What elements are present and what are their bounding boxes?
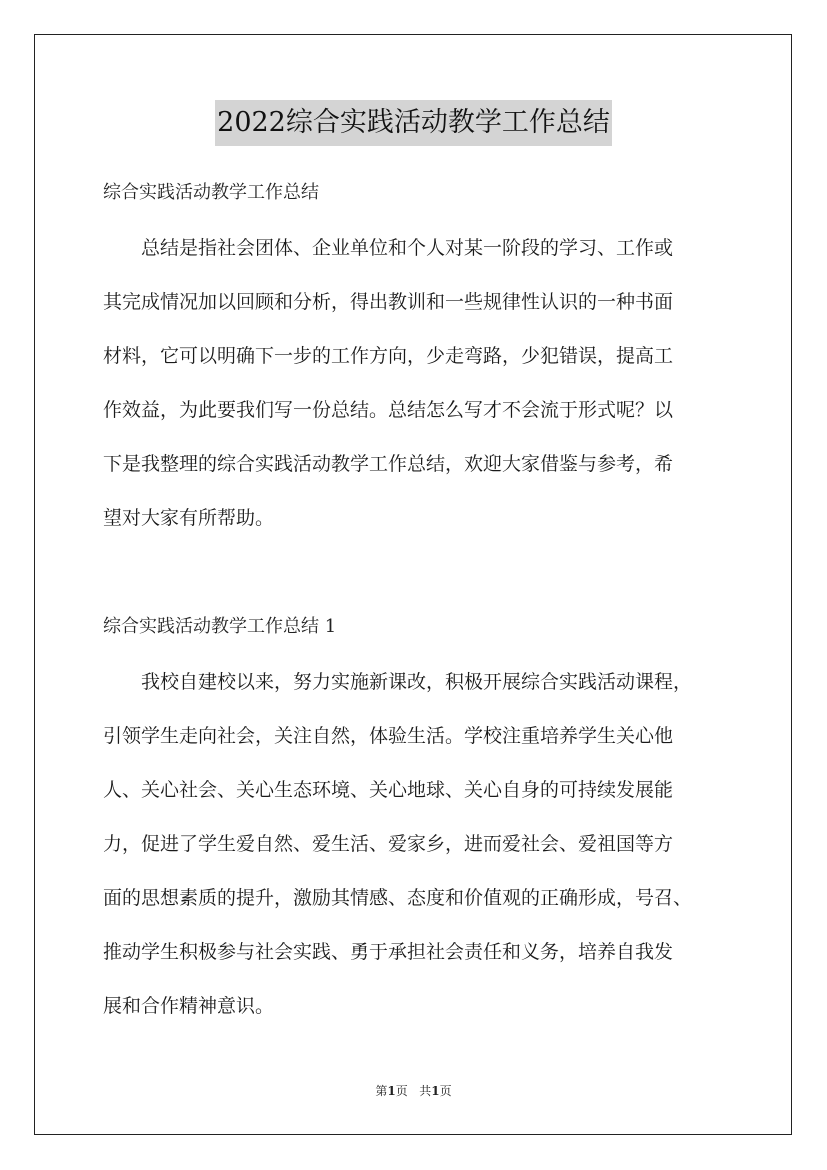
page-prefix: 第 [375, 1084, 388, 1098]
total-pages: 1 [431, 1084, 440, 1098]
paragraph-line: 面的思想素质的提升，激励其情感、态度和价值观的正确形成，号召、 [103, 887, 693, 909]
paragraph-line: 总结是指社会团体、企业单位和个人对某一阶段的学习、工作或 [103, 237, 674, 259]
paragraph-line: 下是我整理的综合实践活动教学工作总结，欢迎大家借鉴与参考，希 [103, 453, 674, 475]
paragraph-line: 人、关心社会、关心生态环境、关心地球、关心自身的可持续发展能 [103, 779, 674, 801]
total-prefix: 共 [419, 1084, 432, 1098]
paragraph-line: 望对大家有所帮助。 [103, 507, 275, 529]
paragraph-line: 推动学生积极参与社会实践、勇于承担社会责任和义务，培养自我发 [103, 941, 674, 963]
paragraph-line: 力，促进了学生爱自然、爱生活、爱家乡，进而爱社会、爱祖国等方 [103, 833, 674, 855]
document-title: 2022综合实践活动教学工作总结 [215, 100, 612, 146]
page-suffix: 页 [395, 1084, 408, 1098]
paragraph-line: 我校自建校以来，努力实施新课改，积极开展综合实践活动课程， [103, 671, 693, 693]
paragraph-line: 材料，它可以明确下一步的工作方向，少走弯路，少犯错误，提高工 [103, 345, 674, 367]
total-suffix: 页 [439, 1084, 452, 1098]
paragraph-line: 展和合作精神意识。 [103, 995, 275, 1017]
title-container [0, 100, 827, 146]
intro-paragraph [103, 236, 729, 560]
paragraph-line: 其完成情况加以回顾和分析，得出教训和一些规律性认识的一种书面 [103, 291, 674, 313]
page-footer [0, 1083, 827, 1099]
section-1-paragraph [103, 670, 729, 1048]
section-1-heading: 综合实践活动教学工作总结 1 [103, 616, 337, 637]
paragraph-line: 引领学生走向社会，关注自然，体验生活。学校注重培养学生关心他 [103, 725, 674, 747]
intro-heading: 综合实践活动教学工作总结 [103, 182, 319, 203]
page-number: 1 [387, 1084, 396, 1098]
paragraph-line: 作效益，为此要我们写一份总结。总结怎么写才不会流于形式呢？以 [103, 399, 674, 421]
